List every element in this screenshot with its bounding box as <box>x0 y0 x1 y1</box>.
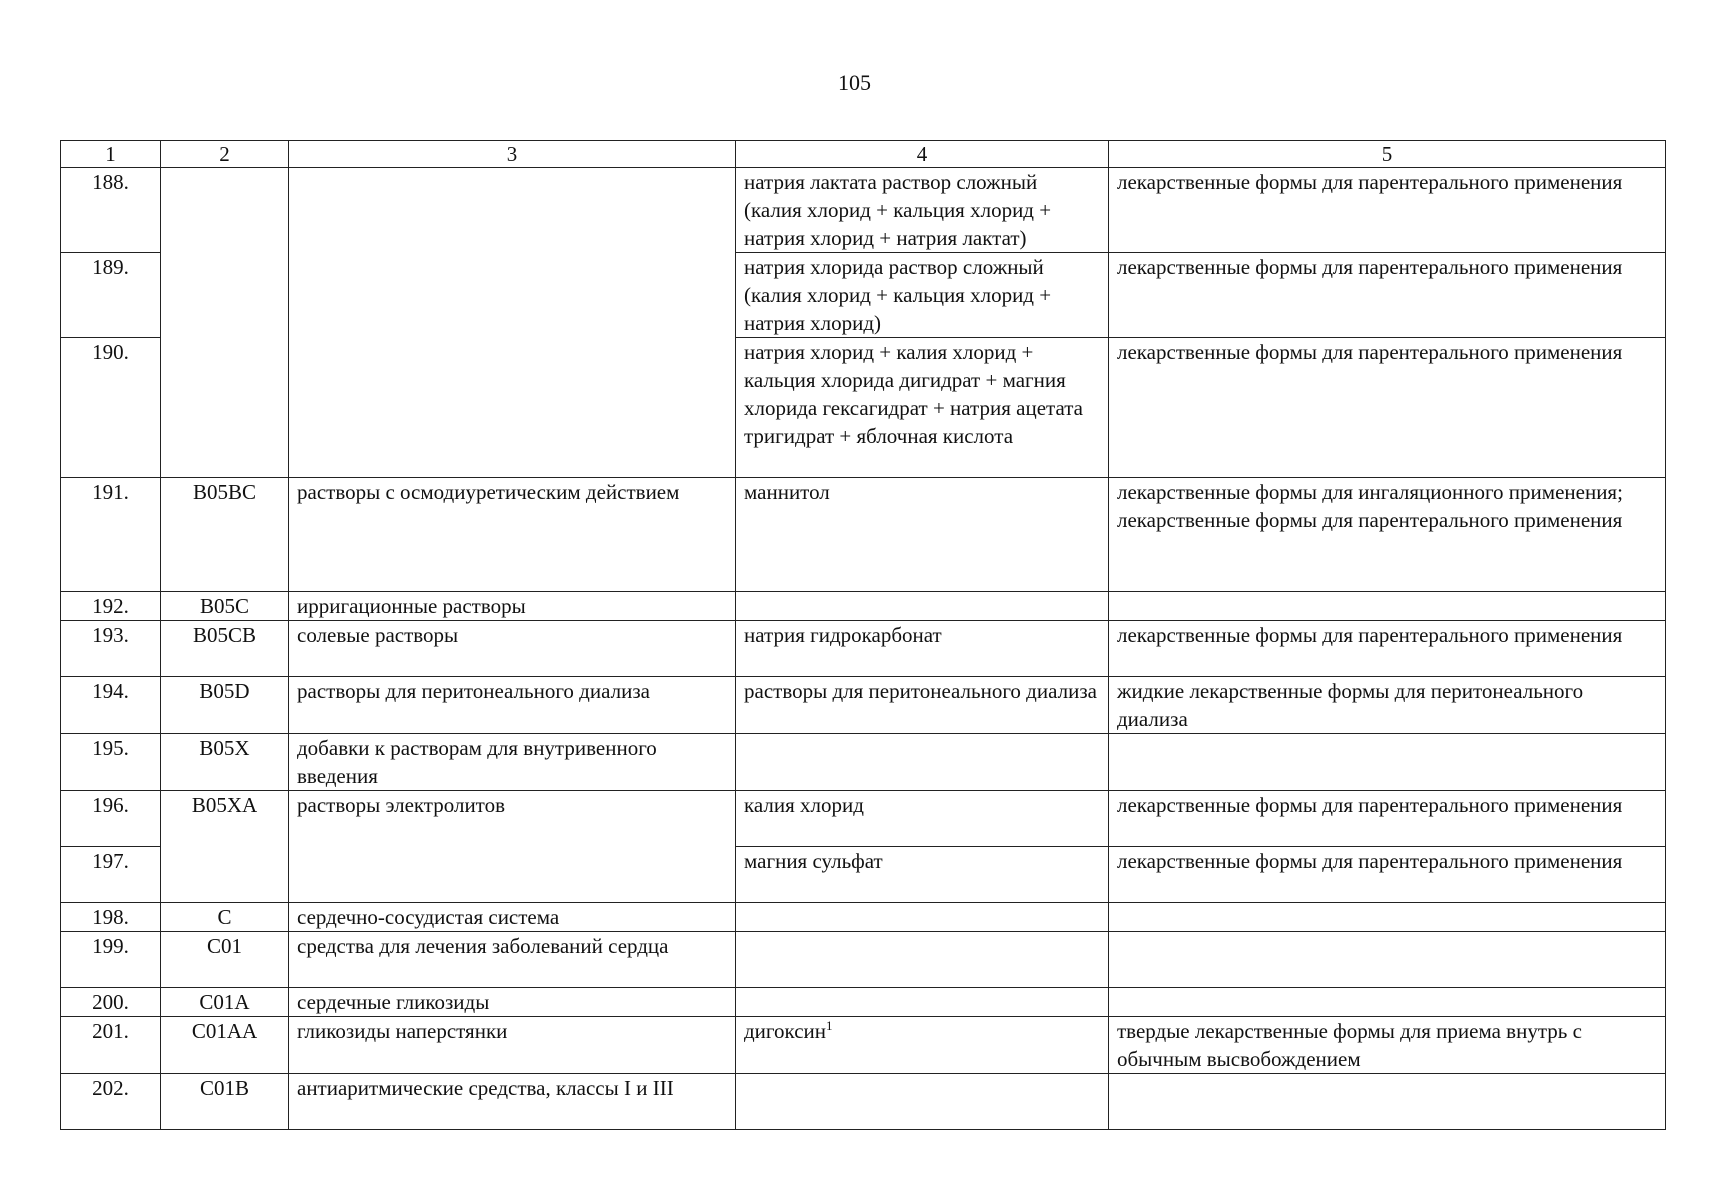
group-name: антиаритмические средства, классы I и III <box>289 1074 736 1130</box>
table-row <box>61 677 1666 734</box>
dosage-forms <box>1109 734 1666 791</box>
dosage-forms <box>1109 478 1666 592</box>
table-row <box>61 168 1666 253</box>
drug-name: растворы для перитонеального диализа <box>736 677 1109 734</box>
header-cell-1: 1 <box>61 141 161 168</box>
row-number: 193. <box>61 621 161 677</box>
page-number: 105 <box>838 70 871 95</box>
table-row <box>61 478 1666 592</box>
group-name: растворы с осмодиуретическим действием <box>289 478 736 592</box>
atc-code: C01 <box>161 932 289 988</box>
dosage-forms <box>1109 1074 1666 1130</box>
drug-name: натрия хлорида раствор сложный (калия хлорид + кальция хлорид + натрия хлорид) <box>736 253 1109 338</box>
table-row <box>61 1017 1666 1074</box>
drug-name: магния сульфат <box>736 847 1109 903</box>
row-number: 198. <box>61 903 161 932</box>
drug-name <box>736 1074 1109 1130</box>
row-number: 196. <box>61 791 161 847</box>
drug-name <box>736 988 1109 1017</box>
dosage-forms: лекарственные формы для парентерального применения <box>1109 621 1666 677</box>
group-name: сердечно-сосудистая система <box>289 903 736 932</box>
dosage-forms: жидкие лекарственные формы для перитонеального диализа <box>1109 677 1666 734</box>
group-name: гликозиды наперстянки <box>289 1017 736 1074</box>
dosage-forms: лекарственные формы для парентерального применения <box>1109 168 1666 253</box>
dosage-forms <box>1109 988 1666 1017</box>
row-number: 195. <box>61 734 161 791</box>
atc-code: C01A <box>161 988 289 1017</box>
group-name: ирригационные растворы <box>289 592 736 621</box>
group-name: сердечные гликозиды <box>289 988 736 1017</box>
drug-name-text: дигоксин <box>744 1019 826 1043</box>
drug-table <box>60 140 1666 1130</box>
drug-name <box>736 592 1109 621</box>
atc-code: C01B <box>161 1074 289 1130</box>
dosage-forms: лекарственные формы для парентерального применения <box>1109 338 1666 478</box>
drug-name <box>736 903 1109 932</box>
dosage-forms <box>1109 932 1666 988</box>
table-row <box>61 903 1666 932</box>
atc-code: C01AA <box>161 1017 289 1074</box>
dosage-forms: лекарственные формы для парентерального применения <box>1109 791 1666 847</box>
drug-name <box>736 1017 1109 1074</box>
header-cell-5: 5 <box>1109 141 1666 168</box>
dosage-forms <box>1109 903 1666 932</box>
row-number: 190. <box>61 338 161 478</box>
row-number: 194. <box>61 677 161 734</box>
footnote-marker: 1 <box>826 1018 833 1033</box>
row-number: 200. <box>61 988 161 1017</box>
atc-code: B05C <box>161 592 289 621</box>
drug-name: натрия гидрокарбонат <box>736 621 1109 677</box>
header-cell-4: 4 <box>736 141 1109 168</box>
group-name: солевые растворы <box>289 621 736 677</box>
drug-name: натрия лактата раствор сложный (калия хлорид + кальция хлорид + натрия хлорид + натрия лактат) <box>736 168 1109 253</box>
dosage-forms: лекарственные формы для парентерального применения <box>1109 847 1666 903</box>
group-name <box>289 168 736 478</box>
atc-code: B05X <box>161 734 289 791</box>
row-number: 191. <box>61 478 161 592</box>
drug-name: натрия хлорид + калия хлорид + кальция хлорида дигидрат + магния хлорида гексагидрат + натрия ацетата тригидрат + яблочная кислота <box>736 338 1109 478</box>
atc-code: C <box>161 903 289 932</box>
header-cell-3: 3 <box>289 141 736 168</box>
row-number: 189. <box>61 253 161 338</box>
dosage-form-line: лекарственные формы для ингаляционного применения; <box>1117 480 1623 504</box>
row-number: 202. <box>61 1074 161 1130</box>
row-number: 201. <box>61 1017 161 1074</box>
dosage-forms: лекарственные формы для парентерального применения <box>1109 253 1666 338</box>
row-number: 192. <box>61 592 161 621</box>
drug-name: калия хлорид <box>736 791 1109 847</box>
row-number: 188. <box>61 168 161 253</box>
group-name: добавки к растворам для внутривенного введения <box>289 734 736 791</box>
drug-name <box>736 734 1109 791</box>
row-number: 199. <box>61 932 161 988</box>
dosage-form-line: лекарственные формы для парентерального применения <box>1117 508 1623 532</box>
table-row <box>61 791 1666 847</box>
atc-code: B05XA <box>161 791 289 903</box>
group-name: растворы для перитонеального диализа <box>289 677 736 734</box>
row-number: 197. <box>61 847 161 903</box>
table-row <box>61 932 1666 988</box>
group-name: средства для лечения заболеваний сердца <box>289 932 736 988</box>
atc-code <box>161 168 289 478</box>
table-row <box>61 592 1666 621</box>
table-row <box>61 734 1666 791</box>
table-row <box>61 1074 1666 1130</box>
drug-name <box>736 932 1109 988</box>
table-row <box>61 621 1666 677</box>
drug-name: маннитол <box>736 478 1109 592</box>
header-row <box>61 141 1666 168</box>
group-name: растворы электролитов <box>289 791 736 903</box>
atc-code: B05D <box>161 677 289 734</box>
dosage-forms: твердые лекарственные формы для приема внутрь с обычным высвобождением <box>1109 1017 1666 1074</box>
dosage-forms <box>1109 592 1666 621</box>
atc-code: B05BC <box>161 478 289 592</box>
table-row <box>61 988 1666 1017</box>
atc-code: B05CB <box>161 621 289 677</box>
header-cell-2: 2 <box>161 141 289 168</box>
